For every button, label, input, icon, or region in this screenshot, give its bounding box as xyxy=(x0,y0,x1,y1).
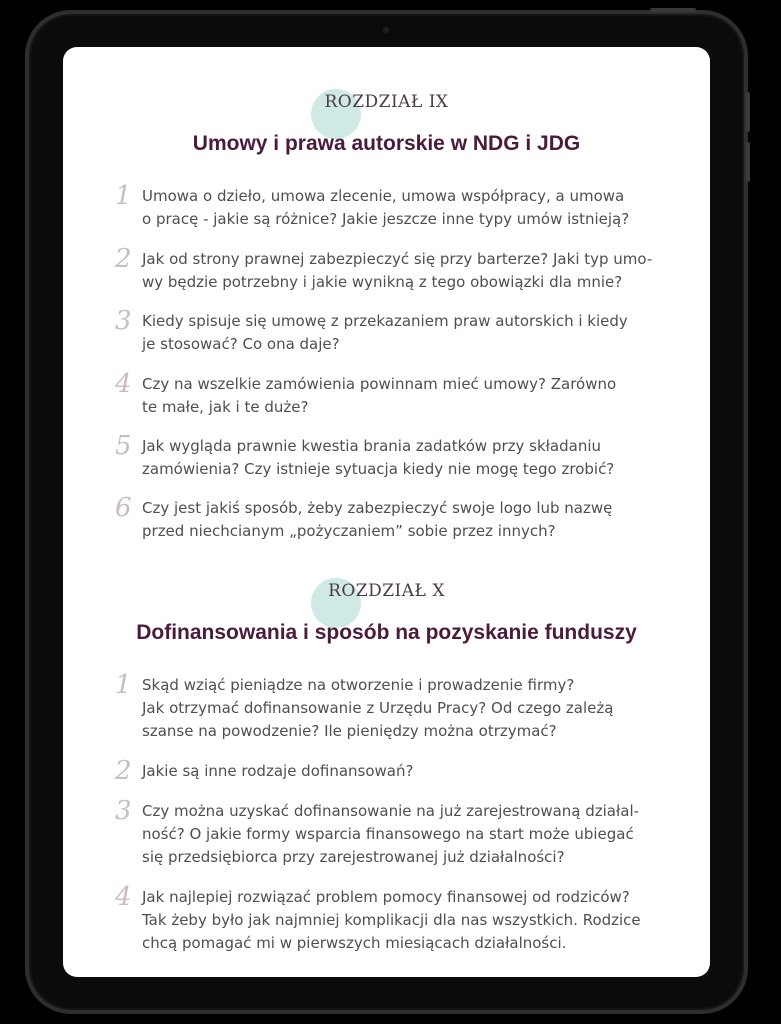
chapter-title-ix: Umowy i prawa autorskie w NDG i JDG xyxy=(192,132,581,155)
volume-up-button xyxy=(746,92,750,132)
item-number: 5 xyxy=(115,431,132,461)
chapter-label-ix xyxy=(63,87,710,117)
item-text: Czy na wszelkie zamówienia powinnam mieć umowy? Zarówno te małe, jak i te duże? xyxy=(142,375,617,416)
item-text: Czy jest jakiś sposób, żeby zabezpieczyć swoje logo lub nazwę przed niechcianym „pożyczaniem” sobie przez innych? xyxy=(142,499,613,540)
item-text: Jakie są inne rodzaje dofinansowań? xyxy=(142,762,414,780)
item-number: 4 xyxy=(115,369,132,399)
chapter-label-text: ROZDZIAŁ IX xyxy=(324,92,449,112)
item-text: Czy można uzyskać dofinansowanie na już zarejestrowaną działal- ność? O jakie formy wsparcia finansowego na start może ubiegać się przedsiębiorca przy zarejestrowanej już działalności? xyxy=(142,802,640,866)
camera-icon xyxy=(383,27,389,33)
item-number: 2 xyxy=(115,756,132,786)
item-text: Jak od strony prawnej zabezpieczyć się przy barterze? Jaki typ umo- wy będzie potrzebny i jakie wynikną z tego obowiązki dla mnie? xyxy=(142,250,653,291)
item-number: 3 xyxy=(115,306,132,336)
item-text: Jak wygląda prawnie kwestia brania zadatków przy składaniu zamówienia? Czy istnieje sytuacja kiedy nie mogę tego zrobić? xyxy=(142,437,615,478)
item-text: Jak najlepiej rozwiązać problem pomocy finansowej od rodziców? Tak żeby było jak najmniej komplikacji dla nas wszystkich. Rodzice chcą pomagać mi w pierwszych miesiącach działalności. xyxy=(142,888,641,952)
item-number: 3 xyxy=(115,796,132,826)
item-number: 6 xyxy=(115,493,132,523)
chapter-label-text: ROZDZIAŁ X xyxy=(328,581,445,601)
item-text: Umowa o dzieło, umowa zlecenie, umowa współpracy, a umowa o pracę - jakie są różnice? Jakie jeszcze inne typy umów istnieją? xyxy=(142,187,630,228)
tablet-screen xyxy=(63,47,710,977)
item-number: 4 xyxy=(115,882,132,912)
item-number: 1 xyxy=(115,181,132,211)
item-number: 2 xyxy=(115,244,132,274)
item-text: Kiedy spisuje się umowę z przekazaniem praw autorskich i kiedy je stosować? Co ona daje? xyxy=(142,312,628,353)
item-number: 1 xyxy=(115,670,132,700)
item-text: Skąd wziąć pieniądze na otworzenie i prowadzenie firmy? Jak otrzymać dofinansowanie z Urzędu Pracy? Od czego zależą szanse na powodzenie? Ile pieniędzy można otrzymać? xyxy=(142,676,614,740)
volume-down-button xyxy=(746,142,750,182)
power-button xyxy=(650,8,696,12)
chapter-label-x xyxy=(63,576,710,606)
chapter-title-x: Dofinansowania i sposób na pozyskanie funduszy xyxy=(136,621,637,644)
